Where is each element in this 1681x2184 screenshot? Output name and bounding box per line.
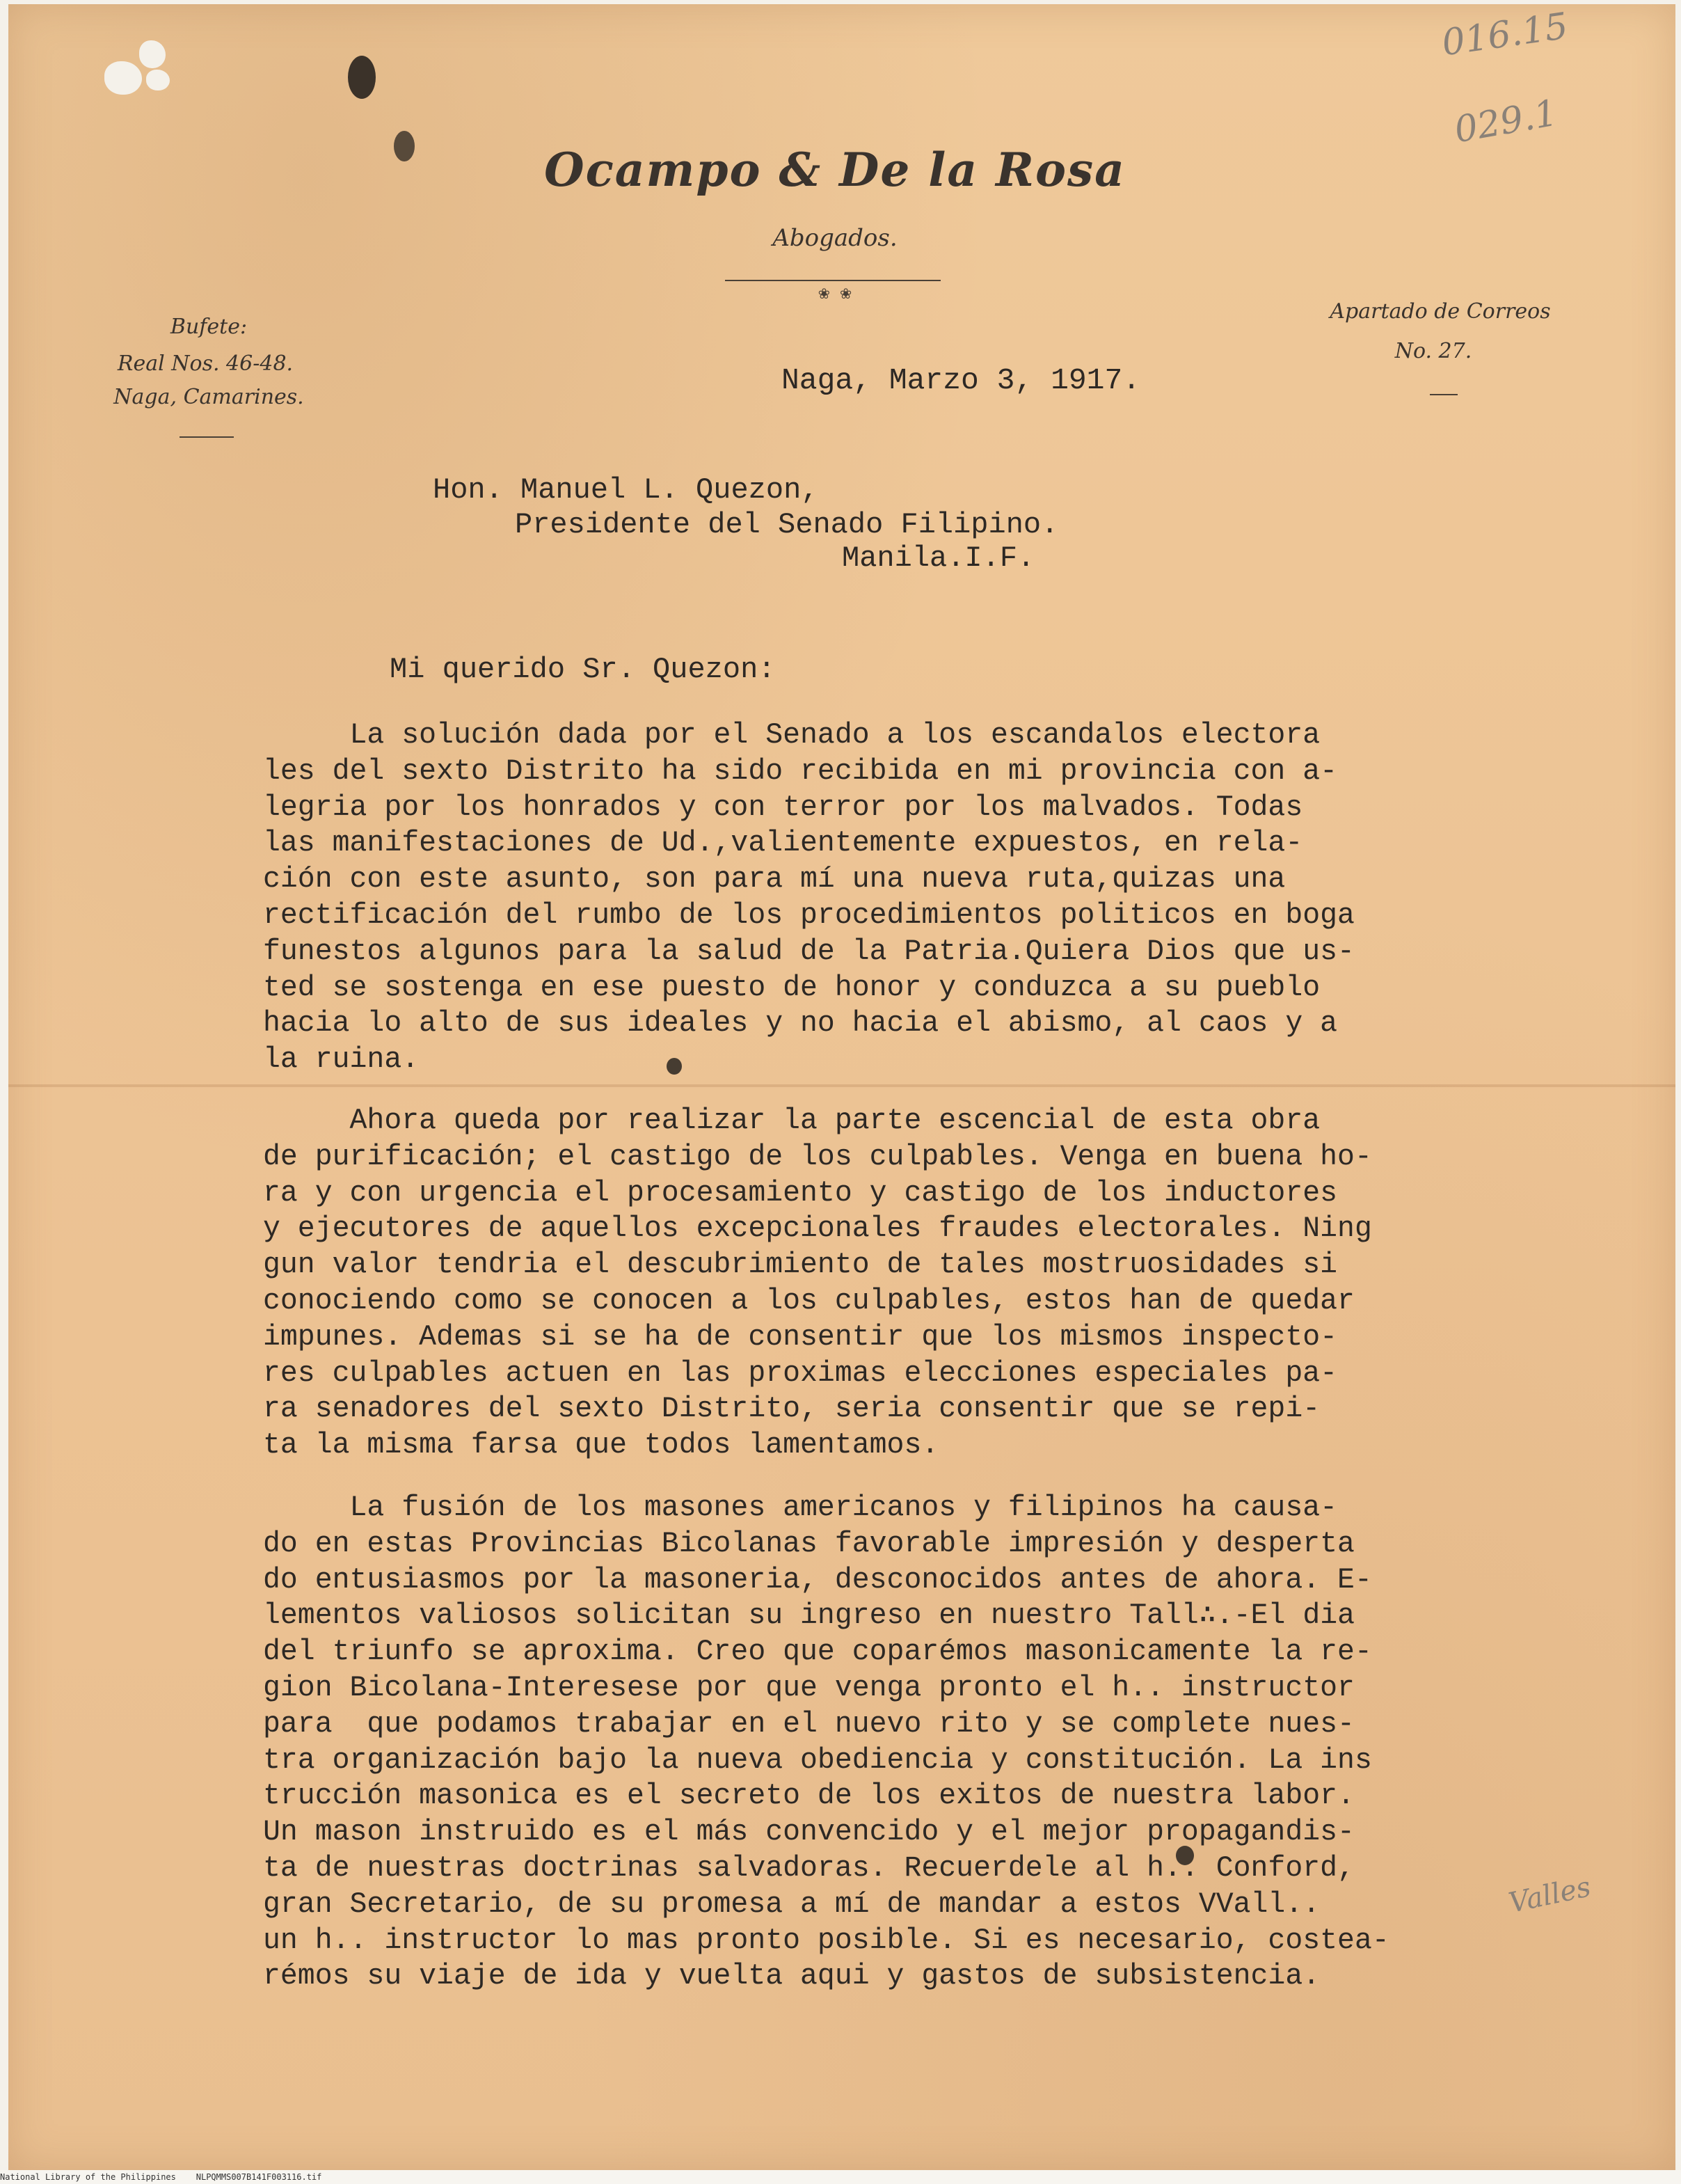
ink-blot — [394, 131, 415, 161]
text-line: del triunfo se aproxima. Creo que coparémos masonicamente la re- — [263, 1636, 1372, 1669]
text-line: ra y con urgencia el procesamiento y castigo de los inductores — [263, 1176, 1338, 1210]
archive-number-1: 016.15 — [1439, 5, 1571, 65]
paper-fold — [8, 1084, 1675, 1087]
text-line: Ahora queda por realizar la parte escencial de esta obra — [263, 1105, 1321, 1137]
office-title: Bufete: — [170, 315, 248, 339]
text-line: gion Bicolana-Interesese por que venga pronto el h.. instructor — [263, 1671, 1355, 1704]
paper-tear — [139, 40, 166, 68]
text-line: trucción masonica es el secreto de los exitos de nuestra labor. — [263, 1780, 1355, 1813]
text-line: las manifestaciones de Ud.,valientemente expuestos, en rela- — [263, 827, 1303, 860]
text-line: de purificación; el castigo de los culpables. Venga en buena ho- — [263, 1140, 1372, 1173]
firm-name: Ocampo & De la Rosa — [544, 143, 1126, 197]
postal-box-dash — [1430, 394, 1458, 395]
text-line: hacia lo alto de sus ideales y no hacia el abismo, al caos y a — [263, 1007, 1338, 1040]
date-line: Naga, Marzo 3, 1917. — [781, 363, 1141, 397]
postal-box-title: Apartado de Correos — [1330, 299, 1551, 324]
margin-note: Valles — [1506, 1871, 1594, 1920]
body-paragraph-3 — [263, 1490, 1389, 1995]
text-line: gran Secretario, de su promesa a mí de mandar a estos VVall.. — [263, 1888, 1338, 1921]
text-line: conociendo como se conocen a los culpables, estos han de quedar — [263, 1284, 1355, 1317]
text-line: Un mason instruido es el más convencido y el mejor propagandis- — [263, 1816, 1355, 1849]
office-dash — [180, 436, 234, 438]
recipient-title: Presidente del Senado Filipino. — [515, 508, 1059, 541]
text-line: ta la misma farsa que todos lamentamos. — [263, 1429, 939, 1462]
firm-profession: Abogados. — [772, 224, 898, 252]
text-line: gun valor tendria el descubrimiento de tales mostruosidades si — [263, 1249, 1338, 1282]
text-line: legria por los honrados y con terror por los malvados. Todas — [263, 791, 1303, 824]
text-line: un h.. instructor lo mas pronto posible. Si es necesario, costea- — [263, 1924, 1389, 1957]
text-line: rémos su viaje de ida y vuelta aqui y gastos de subsistencia. — [263, 1960, 1321, 1993]
text-line: La solución dada por el Senado a los escandalos electora — [263, 719, 1321, 752]
body-paragraph-1 — [263, 718, 1355, 1078]
text-line: tra organización bajo la nueva obediencia y constitución. La ins — [263, 1743, 1372, 1777]
text-line: para que podamos trabajar en el nuevo rito y se complete nues- — [263, 1707, 1355, 1741]
recipient-name: Hon. Manuel L. Quezon, — [433, 473, 819, 507]
text-line: les del sexto Distrito ha sido recibida en mi provincia con a- — [263, 754, 1338, 788]
letterhead-rule — [725, 280, 941, 281]
salutation: Mi querido Sr. Quezon: — [390, 653, 776, 686]
paper-tear — [104, 61, 142, 95]
letterhead-ornament: ❀ ❀ — [818, 283, 852, 304]
text-line: impunes. Ademas si se ha de consentir que los mismos inspecto- — [263, 1320, 1338, 1354]
text-line: res culpables actuen en las proximas elecciones especiales pa- — [263, 1356, 1338, 1390]
text-line: rectificación del rumbo de los procedimientos politicos en boga — [263, 899, 1355, 932]
postal-box-number: No. 27. — [1394, 339, 1472, 363]
text-line: ción con este asunto, son para mí una nueva ruta,quizas una — [263, 863, 1286, 896]
text-line: ta de nuestras doctrinas salvadoras. Recuerdele al h.. Conford, — [263, 1851, 1355, 1885]
archive-number-2: 029.1 — [1451, 92, 1561, 152]
text-line: ra senadores del sexto Distrito, seria consentir que se repi- — [263, 1393, 1321, 1426]
text-line: y ejecutores de aquellos excepcionales fraudes electorales. Ning — [263, 1212, 1372, 1246]
text-line: la ruina. — [263, 1043, 420, 1077]
scan-footer: National Library of the Philippines NLPQMMS007B141F003116.tif — [0, 2170, 1681, 2184]
office-city: Naga, Camarines. — [113, 385, 304, 409]
text-line: do entusiasmos por la masoneria, desconocidos antes de ahora. E- — [263, 1563, 1372, 1597]
text-line: lementos valiosos solicitan su ingreso en nuestro Tall∴.-El dia — [263, 1599, 1355, 1633]
recipient-place: Manila.I.F. — [842, 541, 1035, 575]
ink-blot — [348, 56, 376, 99]
text-line: funestos algunos para la salud de la Patria.Quiera Dios que us- — [263, 935, 1355, 968]
text-line: do en estas Provincias Bicolanas favorable impresión y desperta — [263, 1527, 1355, 1560]
text-line: La fusión de los masones americanos y filipinos ha causa- — [263, 1491, 1338, 1524]
text-line: ted se sostenga en ese puesto de honor y conduzca a su pueblo — [263, 971, 1321, 1004]
body-paragraph-2 — [263, 1103, 1372, 1464]
paper-tear — [146, 70, 170, 90]
office-address: Real Nos. 46-48. — [117, 351, 294, 376]
